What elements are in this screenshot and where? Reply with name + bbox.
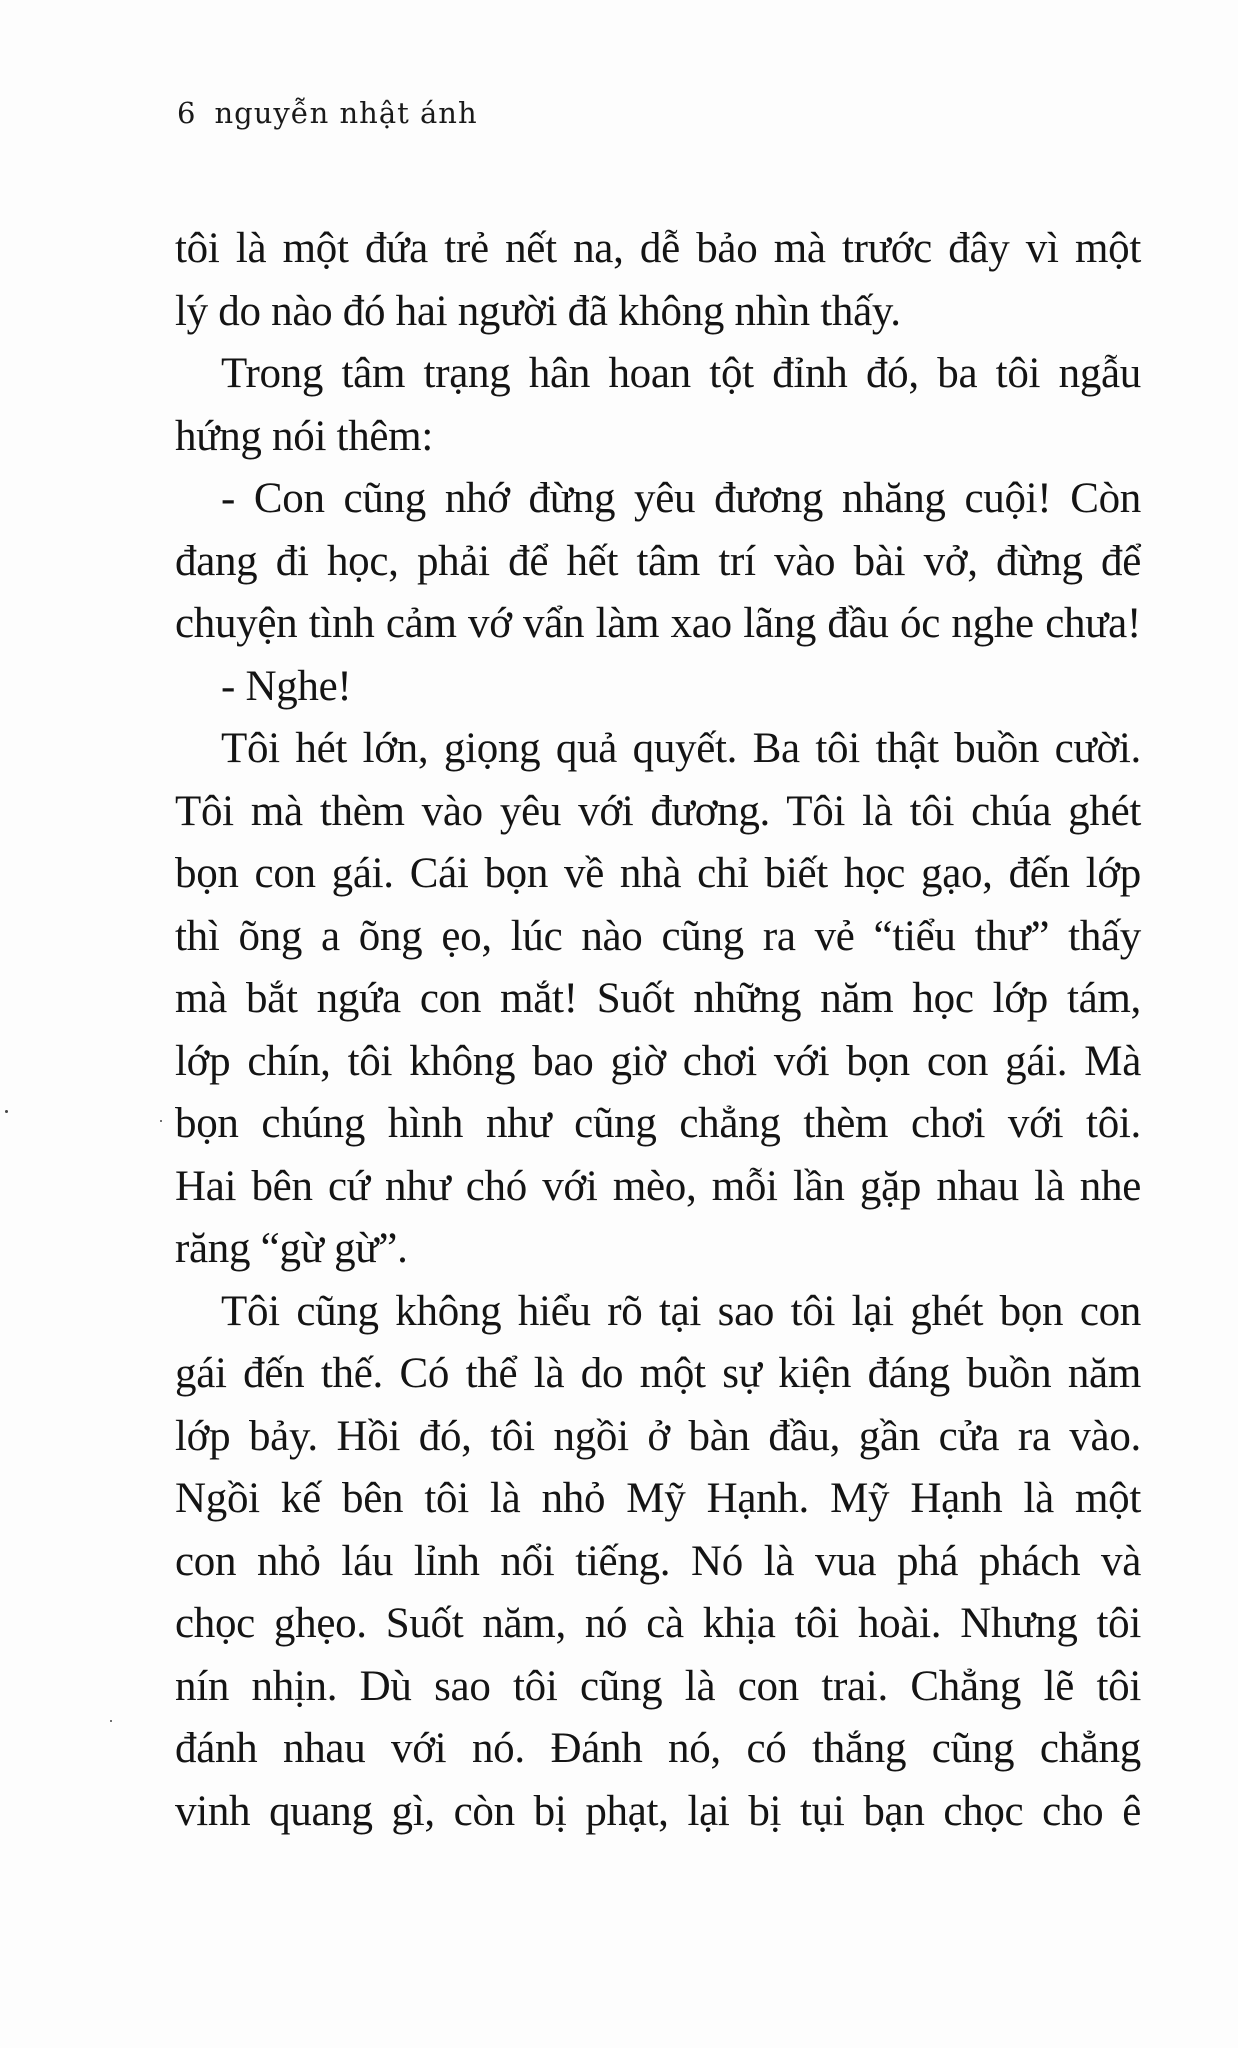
text-line: - Nghe! [221, 662, 352, 710]
text-line: lớp chín, tôi không bao giờ chơi với bọn con gái. Mà [175, 1037, 1141, 1085]
text-line: Tôi hét lớn, giọng quả quyết. Ba tôi thật buồn cười. [221, 725, 1141, 772]
text-line: đánh nhau với nó. Đánh nó, có thắng cũng chẳng [175, 1725, 1141, 1772]
running-head [177, 96, 478, 130]
text-line: lớp bảy. Hồi đó, tôi ngồi ở bàn đầu, gần cửa ra vào. [175, 1412, 1141, 1460]
text-line: Trong tâm trạng hân hoan tột đỉnh đó, ba tôi ngẫu [221, 350, 1141, 397]
paper-speck [160, 1120, 162, 1122]
text-line: chuyện tình cảm vớ vẩn làm xao lãng đầu óc nghe chưa! [175, 600, 1141, 647]
paper-speck [5, 1110, 8, 1113]
author-name: nguyễn nhật ánh [214, 96, 478, 130]
body-text [175, 218, 1141, 1843]
text-line: Hai bên cứ như chó với mèo, mỗi lần gặp nhau là nhe [175, 1162, 1141, 1210]
text-line: răng “gừ gừ”. [175, 1225, 408, 1272]
text-line: thì õng a õng ẹo, lúc nào cũng ra vẻ “tiểu thư” thấy [175, 912, 1141, 960]
text-line: gái đến thế. Có thể là do một sự kiện đáng buồn năm [175, 1350, 1141, 1397]
text-line: - Con cũng nhớ đừng yêu đương nhăng cuội! Còn [221, 475, 1141, 522]
text-line: hứng nói thêm: [175, 412, 433, 460]
text-line: bọn chúng hình như cũng chẳng thèm chơi với tôi. [175, 1100, 1141, 1147]
text-line: lý do nào đó hai người đã không nhìn thấy. [175, 287, 901, 335]
text-line: tôi là một đứa trẻ nết na, dễ bảo mà trước đây vì một [175, 225, 1141, 272]
text-line: đang đi học, phải để hết tâm trí vào bài vở, đừng để [175, 537, 1141, 585]
text-line: nín nhịn. Dù sao tôi cũng là con trai. Chẳng lẽ tôi [175, 1662, 1141, 1710]
text-line: con nhỏ láu lỉnh nổi tiếng. Nó là vua phá phách và [175, 1537, 1141, 1585]
text-line: Ngồi kế bên tôi là nhỏ Mỹ Hạnh. Mỹ Hạnh là một [175, 1475, 1141, 1522]
page-number: 6 [177, 96, 197, 130]
text-line: Tôi cũng không hiểu rõ tại sao tôi lại ghét bọn con [221, 1287, 1141, 1335]
text-line: vinh quang gì, còn bị phạt, lại bị tụi bạn chọc cho ê [175, 1787, 1141, 1835]
text-line: bọn con gái. Cái bọn về nhà chỉ biết học gạo, đến lớp [175, 850, 1141, 897]
text-line: Tôi mà thèm vào yêu với đương. Tôi là tôi chúa ghét [175, 787, 1141, 835]
text-line: mà bắt ngứa con mắt! Suốt những năm học lớp tám, [175, 975, 1141, 1022]
text-line: chọc ghẹo. Suốt năm, nó cà khịa tôi hoài. Nhưng tôi [175, 1600, 1141, 1647]
paper-speck [110, 1720, 112, 1722]
